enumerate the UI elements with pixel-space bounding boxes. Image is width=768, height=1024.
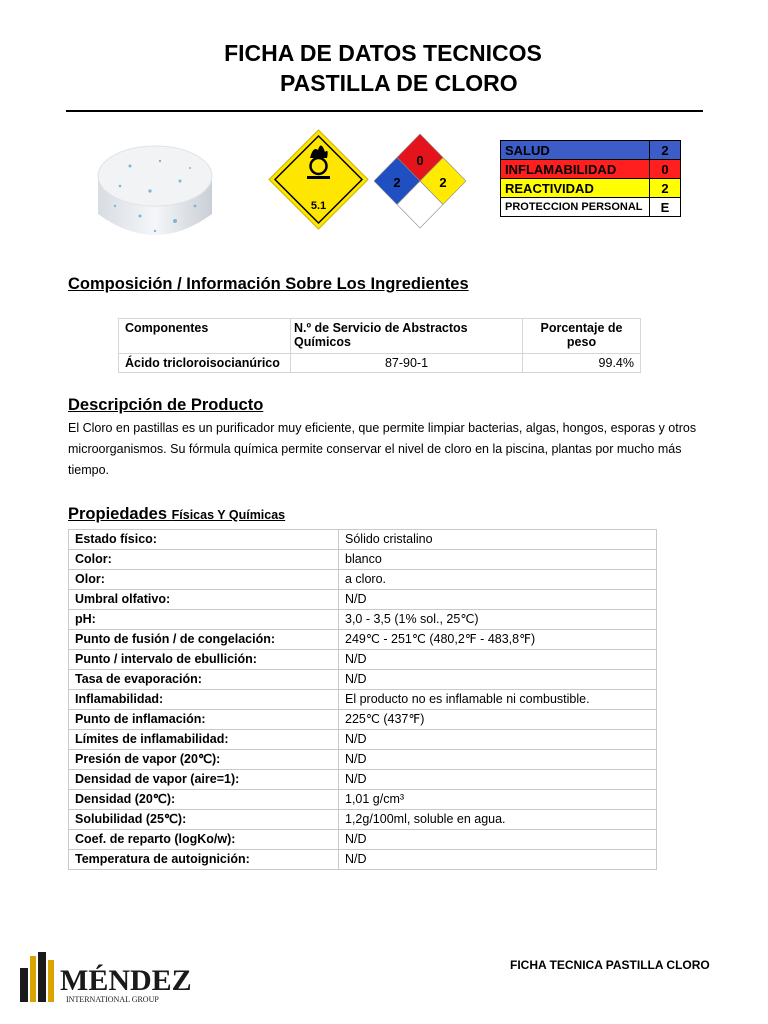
table-row xyxy=(69,550,657,570)
property-name: Densidad de vapor (aire=1): xyxy=(69,770,339,790)
property-value: N/D xyxy=(339,670,657,690)
property-value: 225℃ (437℉) xyxy=(339,710,657,730)
property-value: 1,01 g/cm³ xyxy=(339,790,657,810)
svg-text:MÉNDEZ: MÉNDEZ xyxy=(60,964,192,997)
col-header-components: Componentes xyxy=(119,319,291,354)
property-name: Temperatura de autoignición: xyxy=(69,850,339,870)
property-value: N/D xyxy=(339,830,657,850)
table-row xyxy=(69,630,657,650)
property-value: N/D xyxy=(339,590,657,610)
property-name: pH: xyxy=(69,610,339,630)
col-header-cas: N.º de Servicio de Abstractos Químicos xyxy=(291,319,523,354)
table-row xyxy=(69,670,657,690)
property-name: Umbral olfativo: xyxy=(69,590,339,610)
table-row xyxy=(69,610,657,630)
table-row xyxy=(69,750,657,770)
table-row xyxy=(119,354,641,373)
nfpa-row-flammability xyxy=(501,160,681,179)
nfpa-label: INFLAMABILIDAD xyxy=(501,160,650,179)
property-value: N/D xyxy=(339,650,657,670)
composition-heading: Composición / Información Sobre Los Ingredientes xyxy=(68,275,469,293)
table-row xyxy=(69,570,657,590)
property-value: N/D xyxy=(339,750,657,770)
nfpa-value: 0 xyxy=(650,160,681,179)
document-title: FICHA DE DATOS TECNICOS xyxy=(224,40,542,66)
nfpa-label: REACTIVIDAD xyxy=(501,179,650,198)
property-name: Punto de inflamación: xyxy=(69,710,339,730)
properties-heading xyxy=(68,505,285,524)
nfpa-row-protection xyxy=(501,198,681,217)
property-value: El producto no es inflamable ni combustible. xyxy=(339,690,657,710)
header-divider xyxy=(66,110,703,112)
oxidizer-hazard-diamond-icon xyxy=(267,128,370,231)
property-name: Límites de inflamabilidad: xyxy=(69,730,339,750)
svg-text:INTERNATIONAL GROUP: INTERNATIONAL GROUP xyxy=(66,995,159,1004)
property-value: 1,2g/100ml, soluble en agua. xyxy=(339,810,657,830)
table-row xyxy=(69,590,657,610)
property-value: Sólido cristalino xyxy=(339,530,657,550)
property-value: 249℃ - 251℃ (480,2℉ - 483,8℉) xyxy=(339,630,657,650)
property-name: Punto / intervalo de ebullición: xyxy=(69,650,339,670)
properties-heading-sub: Físicas Y Químicas xyxy=(171,508,286,522)
nfpa-row-reactivity xyxy=(501,179,681,198)
table-row xyxy=(69,810,657,830)
property-name: Color: xyxy=(69,550,339,570)
property-name: Inflamabilidad: xyxy=(69,690,339,710)
document-subtitle: PASTILLA DE CLORO xyxy=(280,70,518,96)
table-row xyxy=(69,770,657,790)
property-value: N/D xyxy=(339,730,657,750)
nfpa-label: PROTECCION PERSONAL xyxy=(501,198,650,217)
property-value: a cloro. xyxy=(339,570,657,590)
component-percent: 99.4% xyxy=(523,354,641,373)
svg-text:2: 2 xyxy=(393,175,401,190)
property-name: Tasa de evaporación: xyxy=(69,670,339,690)
nfpa-value: 2 xyxy=(650,179,681,198)
table-row xyxy=(69,690,657,710)
building-icon xyxy=(20,952,54,1002)
svg-text:5.1: 5.1 xyxy=(310,200,327,212)
table-row xyxy=(69,790,657,810)
nfpa-value: E xyxy=(650,198,681,217)
composition-table xyxy=(118,318,641,373)
svg-text:2: 2 xyxy=(439,175,447,190)
description-text: El Cloro en pastillas es un purificador muy eficiente, que permite limpiar bacterias, algas, hongos, esporas y otros microorganismos. Su fórmula química permite conservar el nivel de cloro en la piscina, plantas por mucho más tiempo. xyxy=(68,421,697,477)
table-row xyxy=(69,710,657,730)
properties-table xyxy=(68,529,657,870)
property-value: N/D xyxy=(339,770,657,790)
property-name: Estado físico: xyxy=(69,530,339,550)
description-heading: Descripción de Producto xyxy=(68,396,264,414)
table-row xyxy=(69,730,657,750)
properties-heading-main: Propiedades xyxy=(68,505,168,523)
property-name: Punto de fusión / de congelación: xyxy=(69,630,339,650)
property-value: 3,0 - 3,5 (1% sol., 25℃) xyxy=(339,610,657,630)
mendez-logo xyxy=(18,948,218,1008)
component-cas: 87-90-1 xyxy=(291,354,523,373)
table-row xyxy=(69,530,657,550)
property-name: Olor: xyxy=(69,570,339,590)
chlorine-tablet-image xyxy=(90,136,220,256)
nfpa-rating-table xyxy=(500,140,681,217)
footer-doc-label: FICHA TECNICA PASTILLA CLORO xyxy=(510,958,710,972)
nfpa-row-health xyxy=(501,141,681,160)
property-value: blanco xyxy=(339,550,657,570)
nfpa-diamond-icon xyxy=(374,132,466,230)
svg-text:0: 0 xyxy=(416,153,424,168)
property-name: Densidad (20℃): xyxy=(69,790,339,810)
nfpa-value: 2 xyxy=(650,141,681,160)
property-name: Presión de vapor (20℃): xyxy=(69,750,339,770)
property-name: Coef. de reparto (logKo/w): xyxy=(69,830,339,850)
table-row xyxy=(69,850,657,870)
table-row xyxy=(69,830,657,850)
property-name: Solubilidad (25℃): xyxy=(69,810,339,830)
property-value: N/D xyxy=(339,850,657,870)
col-header-percent: Porcentaje de peso xyxy=(523,319,641,354)
table-row xyxy=(69,650,657,670)
nfpa-label: SALUD xyxy=(501,141,650,160)
component-name: Ácido tricloroisocianúrico xyxy=(119,354,291,373)
